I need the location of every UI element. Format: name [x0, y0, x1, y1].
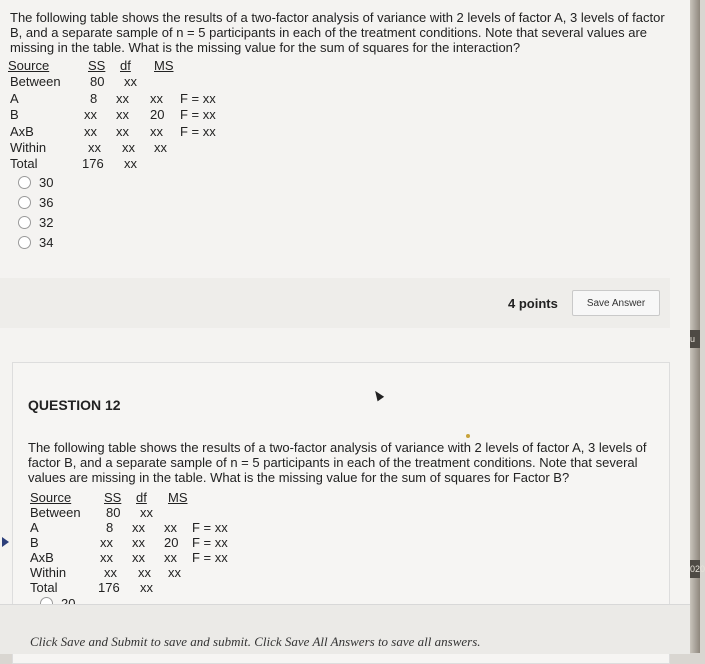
- radio-button[interactable]: [18, 176, 31, 189]
- table-header-df: df: [120, 58, 131, 73]
- option-label: 34: [39, 235, 54, 250]
- row-label: AxB: [10, 124, 34, 139]
- cell: xx: [132, 550, 145, 565]
- cell: 8: [106, 520, 114, 535]
- cell: xx: [100, 535, 113, 550]
- radio-button[interactable]: [18, 236, 31, 249]
- cell: xx: [150, 91, 163, 106]
- dot-marker-icon: [466, 434, 470, 438]
- cell: 80: [90, 74, 105, 89]
- cell: 8: [90, 91, 98, 106]
- cell: F = xx: [192, 535, 228, 550]
- row-label: Between: [30, 505, 81, 520]
- cell: 176: [82, 156, 104, 171]
- row-label: Within: [10, 140, 47, 155]
- cell: F = xx: [192, 520, 228, 535]
- table-header-source: Source: [30, 490, 72, 505]
- radio-button[interactable]: [18, 216, 31, 229]
- row-label: B: [30, 535, 39, 550]
- row-label: Between: [10, 74, 61, 89]
- table-header-source: Source: [8, 58, 50, 73]
- row-label: AxB: [30, 550, 54, 565]
- page-edge: [690, 0, 700, 653]
- row-label: Within: [30, 565, 67, 580]
- cell: xx: [116, 91, 129, 106]
- table-header-ms: MS: [154, 58, 174, 73]
- save-answer-button[interactable]: Save Answer: [572, 290, 660, 316]
- cell: 176: [98, 580, 120, 595]
- submit-instructions: Click Save and Submit to save and submit. Click Save All Answers to save all answers.: [30, 634, 481, 649]
- points-label: 4 points: [508, 296, 558, 311]
- cell: xx: [140, 505, 153, 520]
- play-arrow-icon: [2, 537, 9, 547]
- cell: xx: [164, 520, 177, 535]
- table-header-ms: MS: [168, 490, 188, 505]
- cell: 20: [164, 535, 179, 550]
- cell: xx: [84, 124, 97, 139]
- cell: xx: [168, 565, 181, 580]
- edge-label: 020: [690, 560, 700, 578]
- question-11-text: The following table shows the results of a two-factor analysis of variance with 2 levels of factor A, 3 levels of factor B, and a separate sample of n = 5 participants in each of the treatment conditions. Note that several values are missing in the table. What is the missing value for the sum of squares for the interaction?: [10, 10, 665, 55]
- cell: xx: [100, 550, 113, 565]
- radio-button[interactable]: [18, 196, 31, 209]
- answer-option-36[interactable]: [18, 195, 53, 210]
- cell: 80: [106, 505, 121, 520]
- cell: F = xx: [180, 124, 216, 139]
- table-header-ss: SS: [104, 490, 122, 505]
- row-label: Total: [30, 580, 58, 595]
- cell: xx: [84, 107, 97, 122]
- cell: F = xx: [192, 550, 228, 565]
- option-label: 36: [39, 195, 54, 210]
- cell: xx: [132, 535, 145, 550]
- cell: F = xx: [180, 91, 216, 106]
- option-label: 32: [39, 215, 54, 230]
- answer-option-34[interactable]: [18, 235, 53, 250]
- cell: xx: [124, 74, 137, 89]
- cell: xx: [154, 140, 167, 155]
- cell: xx: [122, 140, 135, 155]
- cell: 20: [150, 107, 165, 122]
- question-12-title: QUESTION 12: [28, 397, 121, 413]
- cell: xx: [104, 565, 117, 580]
- table-header-ss: SS: [88, 58, 106, 73]
- edge-label: u: [690, 330, 700, 348]
- row-label: A: [30, 520, 39, 535]
- question-footer: [0, 278, 670, 328]
- cell: xx: [116, 107, 129, 122]
- row-label: B: [10, 107, 19, 122]
- cell: xx: [116, 124, 129, 139]
- answer-option-32[interactable]: [18, 215, 53, 230]
- cell: xx: [124, 156, 137, 171]
- row-label: A: [10, 91, 19, 106]
- row-label: Total: [10, 156, 38, 171]
- option-label: 30: [39, 175, 54, 190]
- cell: xx: [140, 580, 153, 595]
- cell: xx: [132, 520, 145, 535]
- table-header-df: df: [136, 490, 147, 505]
- cell: xx: [88, 140, 101, 155]
- question-12-text: The following table shows the results of a two-factor analysis of variance with 2 levels of factor A, 3 levels of factor B, and a separate sample of n = 5 participants in each of the treatment conditions. Note that several values are missing in the table. What is the missing value for the sum of squares for Factor B?: [28, 440, 647, 485]
- answer-option-30[interactable]: [18, 175, 53, 190]
- cell: F = xx: [180, 107, 216, 122]
- cell: xx: [150, 124, 163, 139]
- cell: xx: [138, 565, 151, 580]
- cell: xx: [164, 550, 177, 565]
